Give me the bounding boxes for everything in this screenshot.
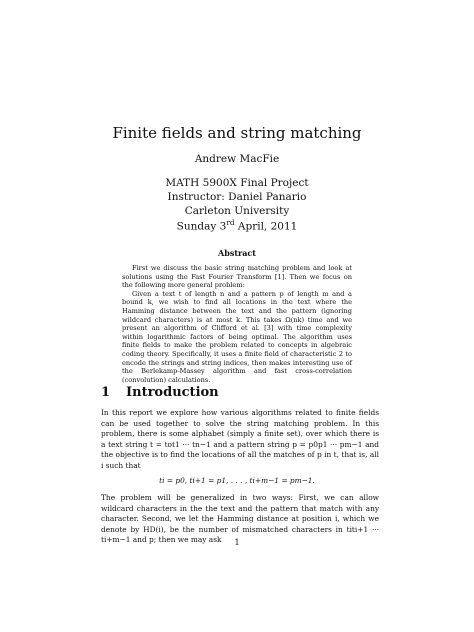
- section-heading: [101, 385, 219, 400]
- equation: ti = p0, ti+1 = p1, . . . , ti+m−1 = pm−1.: [159, 476, 315, 485]
- page-number: 1: [234, 538, 240, 547]
- abstract-body: [122, 264, 352, 384]
- instructor-line: Instructor: Daniel Panario: [167, 191, 307, 203]
- paper-date: Sunday 3rd April, 2011: [176, 218, 298, 233]
- body-paragraph: In this report we explore how various algorithms related to finite fields can be used together to solve the string matching problem. In this problem, there is some alphabet (simply a finite set), over which there is a text string t = tot1 ··· tn−1 and a pattern string p = p0p1 ··· pm−1 and the objective is to find the locations of all the matches of p in t, that is, all i such that: [101, 408, 379, 470]
- paper-title: Finite fields and string matching: [112, 124, 362, 142]
- course-line: MATH 5900X Final Project: [165, 177, 309, 189]
- abstract-paragraph: Given a text t of length n and a pattern p of length m and a bound k, we wish to find all locations in the text where the Hamming distance between the text and the pattern (ignoring wildcard characters) is at most k. This takes Ω(nk) time and we present an algorithm of Clifford et al. [3] with time complexity within logarithmic factors of being optimal. The algorithm uses finite fields to make the problem related to concepts in algebraic coding theory. Specifically, it uses a finite field of characteristic 2 to encode the strings and string indices, then makes interesting use of the Berlekamp-Massey algorithm and fast cross-correlation (convolution) calculations.: [122, 289, 352, 384]
- author-name: Andrew MacFie: [194, 153, 280, 165]
- body-text: [101, 408, 379, 472]
- section-number: 1: [101, 385, 111, 400]
- abstract-paragraph: First we discuss the basic string matching problem and look at solutions using the Fast Fourier Transform [1]. Then we focus on the following more general problem:: [122, 264, 352, 290]
- abstract-heading: Abstract: [218, 248, 256, 258]
- section-title: Introduction: [126, 385, 219, 400]
- university-line: Carleton University: [184, 205, 290, 217]
- body-paragraph: The problem will be generalized in two ways: First, we can allow wildcard characters in the the text and the pattern that match with any character. Second, we let the Hamming distance at position i, which we denote by HD(i), be the number of mismatched characters in titi+1 ··· ti+m−1 and p; then we may ask: [101, 493, 379, 545]
